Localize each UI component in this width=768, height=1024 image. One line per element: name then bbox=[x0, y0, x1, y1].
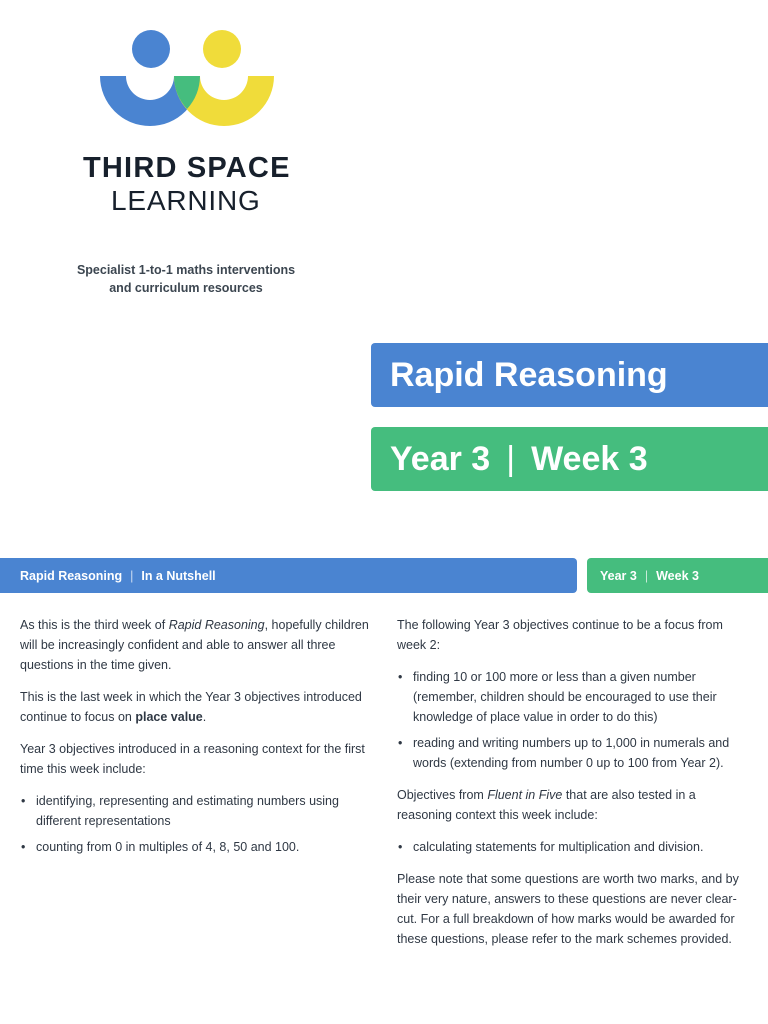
banner-separator: | bbox=[506, 439, 516, 478]
list-item-text: finding 10 or 100 more or less than a given number (remember, children should be encouraged to use their knowledge of place value in order to do this) bbox=[413, 670, 717, 724]
list-item bbox=[20, 791, 375, 831]
strip-subtitle: In a Nutshell bbox=[141, 568, 216, 583]
tagline-line-2: and curriculum resources bbox=[109, 281, 263, 295]
marks-note-paragraph: Please note that some questions are worth two marks, and by their very nature, answers to these questions are never clear-cut. For a full breakdown of how marks would be awarded for these questions, please refer to the mark schemes provided. bbox=[397, 872, 739, 946]
bullet-dot: • bbox=[21, 840, 26, 854]
strip-year-separator: | bbox=[644, 568, 649, 583]
continued-objectives-paragraph: The following Year 3 objectives continue to be a focus from week 2: bbox=[397, 618, 723, 652]
fluent-text-a: Objectives from bbox=[397, 788, 488, 802]
list-item-text: calculating statements for multiplication and division. bbox=[413, 840, 704, 854]
list-item bbox=[397, 667, 747, 727]
intro-text-b: , hopefully children will be increasingly confident and able to answer all three questions in the time given. bbox=[20, 618, 369, 672]
fluent-in-five-paragraph bbox=[397, 785, 747, 825]
strip-separator: | bbox=[130, 568, 134, 583]
list-item bbox=[397, 837, 747, 857]
place-value-bold: place value bbox=[135, 710, 203, 724]
last-week-paragraph bbox=[20, 687, 375, 727]
intro-emphasis: Rapid Reasoning bbox=[168, 618, 265, 632]
banner-year-text: Year 3 bbox=[390, 439, 491, 478]
year-week-banner bbox=[371, 427, 768, 491]
section-header-strip bbox=[0, 558, 577, 593]
list-item bbox=[20, 837, 375, 857]
brand-name-line-1: THIRD SPACE bbox=[83, 152, 291, 184]
new-objectives-list bbox=[20, 791, 375, 857]
right-column bbox=[397, 615, 747, 961]
bullet-dot: • bbox=[21, 794, 26, 808]
banner-week-text: Week 3 bbox=[531, 439, 648, 478]
banner-title-text: Rapid Reasoning bbox=[390, 355, 668, 394]
brand-tagline bbox=[56, 261, 316, 297]
strip-year: Year 3 bbox=[600, 568, 637, 583]
fluent-emphasis: Fluent in Five bbox=[487, 788, 563, 802]
list-item bbox=[397, 733, 747, 773]
list-item-text: identifying, representing and estimating numbers using different representations bbox=[36, 794, 339, 828]
logo-blue-dot bbox=[132, 30, 170, 68]
bullet-dot: • bbox=[398, 670, 403, 684]
bullet-dot: • bbox=[398, 840, 403, 854]
section-year-week-strip bbox=[587, 558, 768, 593]
title-banner bbox=[371, 343, 768, 407]
fluent-objectives-list bbox=[397, 837, 747, 857]
logo-yellow-dot bbox=[203, 30, 241, 68]
list-item-text: reading and writing numbers up to 1,000 in numerals and words (extending from number 0 up to 100 from Year 2). bbox=[413, 736, 730, 770]
fluent-text-b: that are also tested in a reasoning context this week include: bbox=[397, 788, 696, 822]
strip-title: Rapid Reasoning bbox=[20, 568, 123, 583]
last-week-text-b: . bbox=[202, 710, 207, 724]
tagline-line-1: Specialist 1-to-1 maths interventions bbox=[76, 263, 296, 277]
last-week-text-a: This is the last week in which the Year 3 objectives introduced continue to focus on bbox=[20, 690, 362, 724]
intro-paragraph bbox=[20, 615, 375, 675]
continued-objectives-list bbox=[397, 667, 747, 773]
objectives-intro-paragraph: Year 3 objectives introduced in a reasoning context for the first time this week include: bbox=[20, 742, 365, 776]
brand-name-line-2: LEARNING bbox=[111, 185, 261, 216]
left-column bbox=[20, 615, 375, 869]
bullet-dot: • bbox=[398, 736, 403, 750]
third-space-learning-logo bbox=[98, 28, 276, 130]
strip-week: Week 3 bbox=[656, 568, 699, 583]
list-item-text: counting from 0 in multiples of 4, 8, 50 and 100. bbox=[36, 840, 300, 854]
intro-text-a: As this is the third week of bbox=[20, 618, 169, 632]
